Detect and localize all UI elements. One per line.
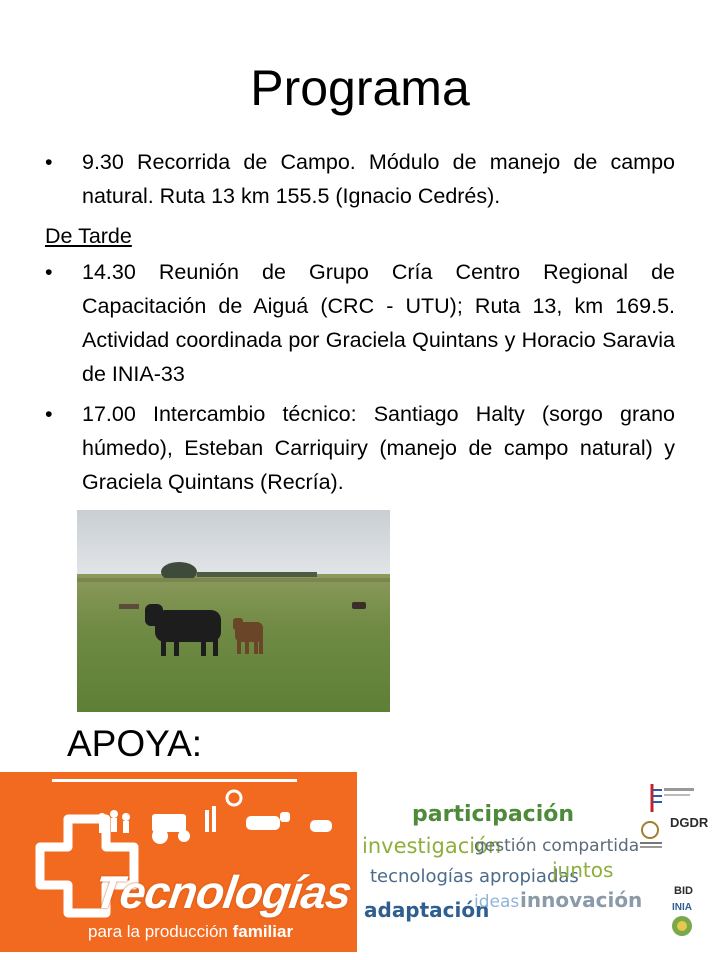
dgdr-logo: DGDR — [670, 815, 709, 830]
word-innovacion: innovación — [520, 888, 643, 912]
mgap-emblem — [640, 822, 662, 848]
banner-title: Tecnologías — [91, 866, 355, 918]
word-cloud — [362, 800, 643, 930]
bid-logo: BID — [674, 885, 693, 897]
banner-subtitle — [88, 922, 293, 942]
banner-subtitle-regular: para la producción — [88, 922, 233, 941]
inia-logo: INIA — [672, 902, 692, 913]
field-photo — [77, 510, 390, 712]
seal-logo — [672, 916, 692, 936]
program-item-morning: • 9.30 Recorrida de Campo. Módulo de manejo de campo natural. Ruta 13 km 155.5 (Ignacio Cedrés). — [45, 145, 675, 213]
tecnologias-banner — [0, 772, 357, 952]
word-juntos: juntos — [552, 858, 614, 882]
sponsor-logos — [640, 782, 710, 952]
word-ideas: ideas — [474, 892, 520, 912]
ministry-logo — [652, 784, 694, 812]
slide-title: Programa — [250, 60, 470, 116]
program-item-exchange: • 17.00 Intercambio técnico: Santiago Halty (sorgo grano húmedo), Esteban Carriquiry (manejo de campo natural) y Graciela Quintans (Recría). — [45, 397, 675, 499]
support-label: APOYA: — [67, 723, 203, 764]
program-item-meeting: • 14.30 Reunión de Grupo Cría Centro Regional de Capacitación de Aiguá (CRC - UTU); Ruta 13, km 169.5. Actividad coordinada por Graciela Quintans y Horacio Saravia de INIA-33 — [45, 255, 675, 391]
program-list — [45, 145, 675, 505]
afternoon-subheading: De Tarde — [45, 224, 132, 248]
word-gestion-compartida: gestión compartida — [474, 836, 640, 856]
word-investigacion: investigación — [362, 834, 502, 858]
word-tecnologias-apropiadas: tecnologías apropiadas — [370, 866, 579, 887]
word-adaptacion: adaptación — [364, 898, 490, 922]
word-participacion: participación — [412, 802, 575, 827]
banner-subtitle-bold: familiar — [232, 922, 294, 941]
